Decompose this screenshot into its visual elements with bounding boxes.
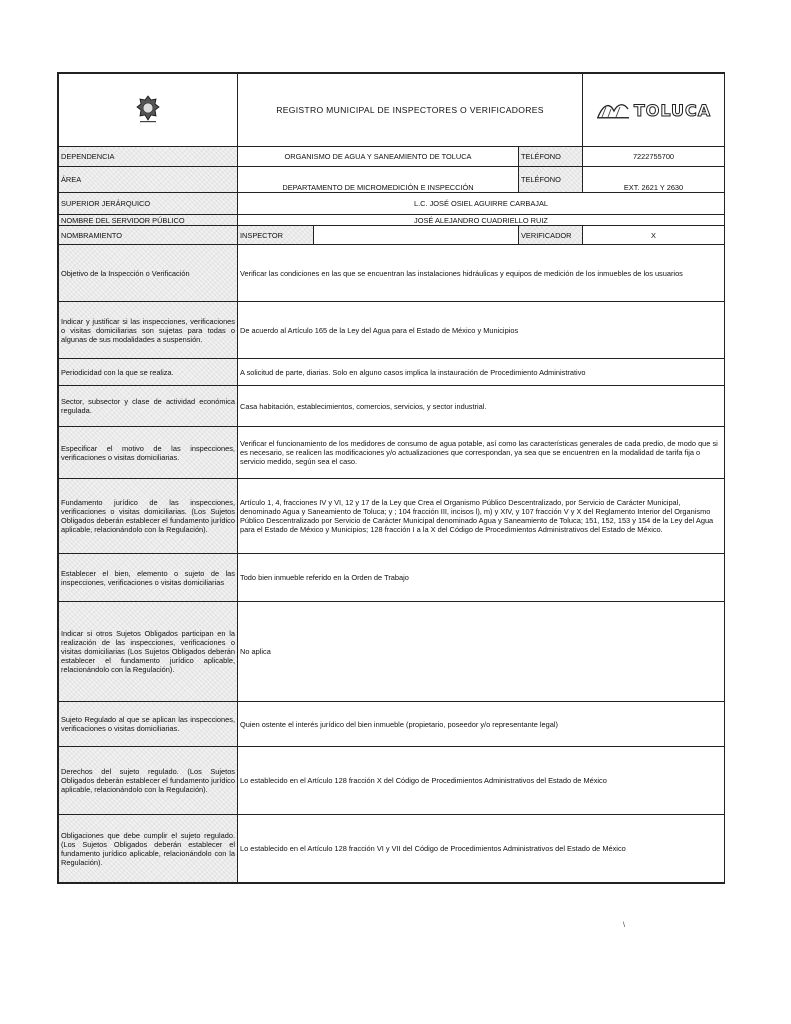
toluca-brand-icon — [585, 99, 722, 121]
nombramiento-row — [59, 226, 725, 245]
table-row — [59, 702, 725, 747]
row-label-otros-sujetos: Indicar si otros Sujetos Obligados participan en la realización de las inspecciones, verificaciones o visitas domiciliarias (Los Sujetos Obligados deberán establecer el fundamento jurídico aplicable, relacionándolo con la Regulación). — [59, 602, 238, 702]
table-row — [59, 245, 725, 302]
registry-form — [57, 72, 725, 884]
nombramiento-label: NOMBRAMIENTO — [59, 226, 238, 245]
header-row — [59, 74, 725, 147]
telefono2-label: TELÉFONO — [519, 167, 583, 193]
row-value-otros-sujetos: No aplica — [238, 602, 725, 702]
row-label-fundamento: Fundamento jurídico de las inspecciones, verificaciones o visitas domiciliarias. (Los Sujetos Obligados deberán establecer el fundamento jurídico aplicable, relacionándolo con la Regulación). — [59, 479, 238, 554]
row-label-sujeto-regulado: Sujeto Regulado al que se aplican las inspecciones, verificaciones o visitas domiciliarias. — [59, 702, 238, 747]
verificador-value: X — [583, 226, 725, 245]
area-value: DEPARTAMENTO DE MICROMEDICIÓN E INSPECCIÓN — [238, 167, 519, 193]
row-value-sujeto-regulado: Quien ostente el interés jurídico del bien inmueble (propietario, poseedor y/o representante legal) — [238, 702, 725, 747]
row-value-bien: Todo bien inmueble referido en la Orden de Trabajo — [238, 554, 725, 602]
superior-label: SUPERIOR JERÁRQUICO — [59, 193, 238, 215]
row-label-suspension: Indicar y justificar si las inspecciones, verificaciones o visitas domiciliarias son sujetas para todas o algunas de sus modalidades a suspensión. — [59, 302, 238, 359]
table-row — [59, 815, 725, 883]
toluca-logo-text: TOLUCA — [633, 100, 712, 120]
form-title: REGISTRO MUNICIPAL DE INSPECTORES O VERIFICADORES — [238, 74, 583, 147]
inspector-label: INSPECTOR — [238, 226, 314, 245]
row-label-objetivo: Objetivo de la Inspección o Verificación — [59, 245, 238, 302]
row-label-bien: Establecer el bien, elemento o sujeto de las inspecciones, verificaciones o visitas domiciliarias — [59, 554, 238, 602]
state-seal-icon — [134, 94, 162, 124]
row-value-obligaciones: Lo establecido en el Artículo 128 fracción VI y VII del Código de Procedimientos Administrativos del Estado de México — [238, 815, 725, 883]
table-row — [59, 427, 725, 479]
row-value-sector: Casa habitación, establecimientos, comercios, servicios, y sector industrial. — [238, 386, 725, 427]
dependencia-label: DEPENDENCIA — [59, 147, 238, 167]
left-logo-cell — [59, 74, 238, 147]
inspector-value — [314, 226, 519, 245]
table-row — [59, 602, 725, 702]
verificador-label: VERIFICADOR — [519, 226, 583, 245]
row-label-derechos: Derechos del sujeto regulado. (Los Sujetos Obligados deberán establecer el fundamento jurídico aplicable, relacionándolo con la Regulación). — [59, 747, 238, 815]
telefono2-value: EXT. 2621 Y 2630 — [583, 167, 725, 193]
table-row — [59, 359, 725, 386]
row-value-objetivo: Verificar las condiciones en las que se encuentran las instalaciones hidráulicas y equipos de medición de los inmuebles de los usuarios — [238, 245, 725, 302]
form-table — [58, 73, 725, 883]
telefono-value: 7222755700 — [583, 147, 725, 167]
table-row — [59, 554, 725, 602]
toluca-emblem-icon — [596, 99, 630, 121]
area-row — [59, 167, 725, 193]
row-label-periodicidad: Periodicidad con la que se realiza. — [59, 359, 238, 386]
row-label-obligaciones: Obligaciones que debe cumplir el sujeto regulado. (Los Sujetos Obligados deberán establecer el fundamento jurídico aplicable, relacionándolo con la Regulación). — [59, 815, 238, 883]
superior-value: L.C. JOSÉ OSIEL AGUIRRE CARBAJAL — [238, 193, 725, 215]
row-value-motivo: Verificar el funcionamiento de los medidores de consumo de agua potable, así como las características generales de cada predio, de modo que si es necesario, se realicen las modificaciones y/o actualizaciones que correspondan, ya sea que se encuentren en la modalidad de tarifa fija o servicio medido, según sea el caso. — [238, 427, 725, 479]
superior-row — [59, 193, 725, 215]
servidor-label: NOMBRE DEL SERVIDOR PÚBLICO — [59, 215, 238, 226]
row-label-motivo: Especificar el motivo de las inspecciones, verificaciones o visitas domiciliarias. — [59, 427, 238, 479]
table-row — [59, 479, 725, 554]
servidor-value: JOSÉ ALEJANDRO CUADRIELLO RUIZ — [238, 215, 725, 226]
servidor-row — [59, 215, 725, 226]
area-label: ÁREA — [59, 167, 238, 193]
right-logo-cell — [583, 74, 725, 147]
dependencia-value: ORGANISMO DE AGUA Y SANEAMIENTO DE TOLUCA — [238, 147, 519, 167]
table-row — [59, 302, 725, 359]
stray-mark: \ — [623, 922, 625, 929]
row-label-sector: Sector, subsector y clase de actividad económica regulada. — [59, 386, 238, 427]
dependencia-row — [59, 147, 725, 167]
row-value-derechos: Lo establecido en el Artículo 128 fracción X del Código de Procedimientos Administrativos del Estado de México — [238, 747, 725, 815]
row-value-fundamento: Artículo 1, 4, fracciones IV y VI, 12 y 17 de la Ley que Crea el Organismo Público Descentralizado, por Servicio de Carácter Municipal, denominado Agua y Saneamiento de Toluca; y ; 104 fracción III, incisos l), m) y XIV, y 107 fracción V y X del Reglamento Interior del Organismo Público Descentralizado por Servicio de Carácter Municipal denominado Agua y Saneamiento de Toluca; 151, 152, 153 y 154 de la Ley del Agua para el Estado de México y Municipios; 128 fracción I a la X del Código de Procedimientos Administrativos del Estado de México. — [238, 479, 725, 554]
table-row — [59, 386, 725, 427]
table-row — [59, 747, 725, 815]
row-value-suspension: De acuerdo al Artículo 165 de la Ley del Agua para el Estado de México y Municipios — [238, 302, 725, 359]
row-value-periodicidad: A solicitud de parte, diarias. Solo en alguno casos implica la instauración de Procedimiento Administrativo — [238, 359, 725, 386]
telefono-label: TELÉFONO — [519, 147, 583, 167]
